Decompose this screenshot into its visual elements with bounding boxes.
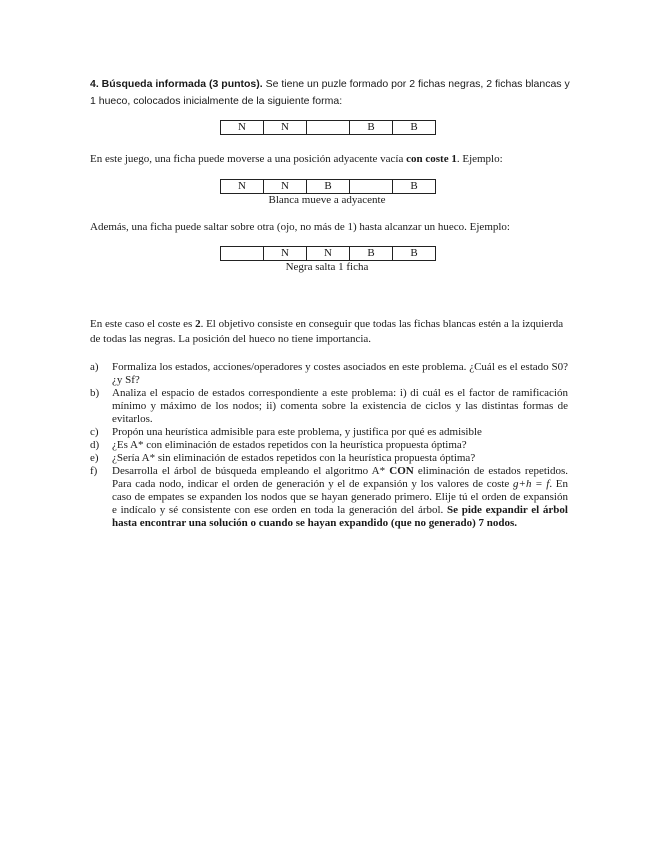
goal-paragraph [90, 317, 570, 347]
board-move-example [220, 179, 436, 194]
question-label: c) [90, 426, 99, 438]
question-f-part: . En caso de empates se expanden los nodos que se hayan generado primero. Elije tú el orden de expansión e indícalo y sé consistente con ese orden en toda la generación del árbol. [112, 478, 568, 516]
board-cell: B [350, 121, 393, 135]
board-cell: N [264, 121, 307, 135]
exercise-intro: Se tiene un puzle formado por 2 fichas negras, 2 fichas blancas y 1 hueco, colocados inicialmente de la siguiente forma: [90, 78, 570, 107]
board-cell: N [221, 121, 264, 135]
move-rule-tail: . Ejemplo: [456, 153, 503, 165]
board-cell [350, 180, 393, 194]
board-cell: B [307, 180, 350, 194]
question-e [90, 452, 568, 465]
question-label: e) [90, 452, 99, 464]
question-a [90, 361, 568, 387]
goal-text-tail: . El objetivo consiste en conseguir que todas las fichas blancas estén a la izquierda de todas las negras. La posición del hueco no tiene importancia. [90, 318, 564, 345]
board-cell: N [264, 180, 307, 194]
question-label: d) [90, 439, 100, 451]
board-jump-example [220, 246, 436, 261]
question-d [90, 439, 568, 452]
question-text: Formaliza los estados, acciones/operadores y costes asociados en este problema. ¿Cuál es el estado S0? ¿y Sf? [112, 361, 568, 386]
question-text: Analiza el espacio de estados correspondiente a este problema: i) di cuál es el factor de ramificación mínimo y máximo de los nodos; ii) comenta sobre la existencia de ciclos y las distintas formas de evitarlos. [112, 387, 568, 425]
cost-formula: g+h = f [513, 478, 550, 490]
move-rule-cost: con coste 1 [406, 153, 457, 165]
question-f-requirement: Se pide expandir el árbol hasta encontrar una solución o cuando se hayan expandido (que no generado) 7 nodos. [112, 504, 568, 529]
question-list [90, 361, 568, 530]
board-cell [221, 247, 264, 261]
board-cell [307, 121, 350, 135]
board-initial [220, 120, 436, 135]
exercise-heading [90, 76, 570, 110]
question-label: b) [90, 387, 100, 399]
question-f [90, 465, 568, 530]
caption-move: Blanca mueve a adyacente [268, 194, 386, 206]
jump-rule: Además, una ficha puede saltar sobre otra (ojo, no más de 1) hasta alcanzar un hueco. Ejemplo: [90, 221, 510, 233]
question-text [112, 465, 568, 530]
goal-text: En este caso el coste es [90, 318, 196, 330]
board-cell: N [264, 247, 307, 261]
question-c [90, 426, 568, 439]
question-text: ¿Sería A* sin eliminación de estados repetidos con la heurística propuesta óptima? [112, 452, 476, 464]
caption-jump: Negra salta 1 ficha [285, 261, 369, 273]
goal-cost: 2 [195, 318, 201, 330]
board-cell: B [350, 247, 393, 261]
move-rule [90, 152, 570, 167]
board-cell: B [393, 180, 436, 194]
question-f-emphasis: CON [389, 465, 414, 477]
question-f-part: eliminación de estados repetidos. Para cada nodo, indicar el orden de generación y el de expansión y los valores de coste [112, 465, 569, 490]
board-cell: B [393, 121, 436, 135]
question-label: f) [90, 465, 98, 477]
question-text: ¿Es A* con eliminación de estados repetidos con la heurística propuesta óptima? [112, 439, 467, 451]
board-cell: N [307, 247, 350, 261]
board-cell: B [393, 247, 436, 261]
question-f-part: Desarrolla el árbol de búsqueda empleando el algoritmo A* [112, 465, 390, 477]
move-rule-text: En este juego, una ficha puede moverse a una posición adyacente vacía [90, 153, 407, 165]
question-b [90, 387, 568, 426]
board-cell: N [221, 180, 264, 194]
exercise-title: 4. Búsqueda informada (3 puntos). [90, 78, 263, 90]
question-label: a) [90, 361, 99, 373]
question-text: Propón una heurística admisible para este problema, y justifica por qué es admisible [112, 426, 482, 438]
